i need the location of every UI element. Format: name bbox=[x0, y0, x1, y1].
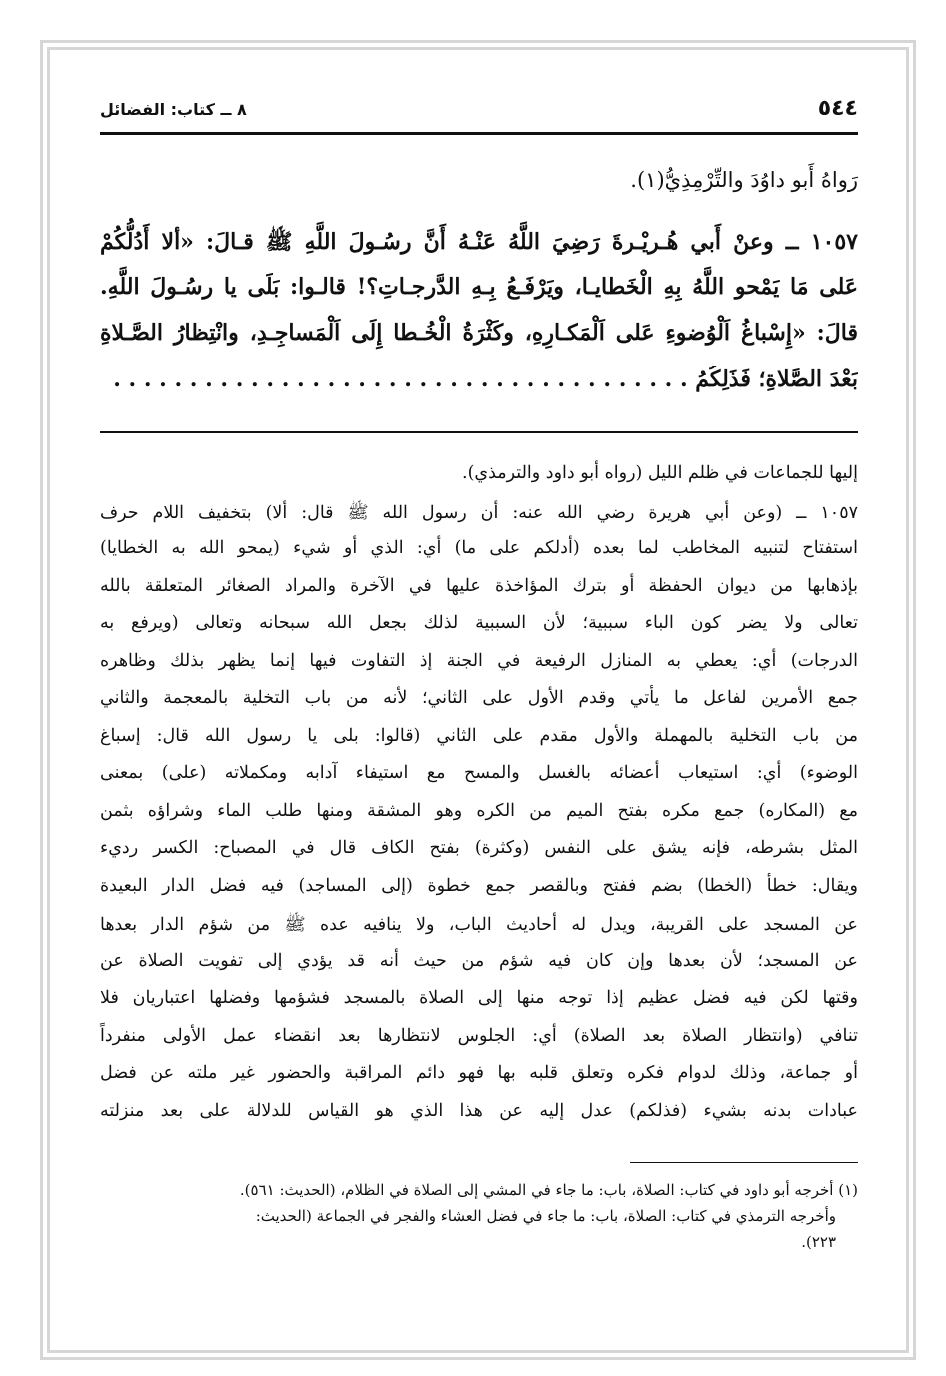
footnote: ٢٢٣). bbox=[801, 1233, 836, 1251]
hadith-line: عَلى مَا يَمْحو اللَّهُ بِهِ الْخَطايـا، ويَرْفَـعُ بِـهِ الدَّرجـاتِ؟! قالـوا: بَلَى يا رسُـولَ اللَّهِ. bbox=[100, 274, 858, 300]
commentary-line: عن المسجد على القريبة، ويدل له أحاديث الباب، ولا ينافيه عده ﷺ من شؤم الدار بعدها bbox=[100, 915, 858, 935]
commentary-line: وقتها لكن فيه فضل عظيم إذا توجه منها إلى الصلاة بالمسجد فشؤمها وفضلها اعتباريان فلا bbox=[100, 988, 858, 1008]
hadith-line: بَعْدَ الصَّلاةِ؛ فَذَلِكُمُ . . . . . . . . . . . . . . . . . . . . . . . . . . . . . . . . . . . . . . bbox=[113, 366, 858, 392]
commentary-line: الوضوء) أي: استيعاب أعضائه بالغسل والمسح مع استيفاء آدابه ومكملاته (على) بمعنى bbox=[100, 763, 858, 783]
header-rule bbox=[100, 132, 858, 135]
hadith-line: قالَ: «إِسْباغُ اَلْوُضوءِ عَلى اَلْمَكـارِهِ، وكَثْرَةُ الْخُـطا إِلَى اَلْمَساجِـدِ، وانْتِظارُ الصَّـلاةِ bbox=[100, 320, 858, 346]
commentary-line: بإذهابها من ديوان الحفظة أو بترك المؤاخذة عليها في الآخرة والمراد الصغائر المتعلقة بالله bbox=[100, 575, 858, 596]
footnote-rule bbox=[630, 1162, 858, 1163]
commentary-line: مع (المكاره) جمع مكره بفتح الميم من الكره وهو المشقة ومنها طلب الماء وشراؤه بثمن bbox=[100, 800, 858, 821]
page-number: ٥٤٤ bbox=[817, 96, 858, 121]
commentary-line: عبادات بدنه بشيء (فذلكم) عدل إليه عن هذا الذي هو القياس للدلالة على بعد منزلته bbox=[100, 1100, 858, 1121]
section-divider bbox=[100, 431, 858, 433]
commentary-line: المثل بشرطه، فإنه يشق على النفس (وكثرة) بفتح الكاف قال في المصباح: الكسر رديء bbox=[100, 838, 858, 858]
commentary-line: جمع الأمرين لفاعل ما يأتي وقدم الأول على الثاني؛ لأنه من باب التخلية بالمعجمة والثاني bbox=[100, 688, 858, 708]
commentary-line: من باب التخلية بالمهملة والأول مقدم على الثاني (قالوا: بلى يا رسول الله قال: إسباغ bbox=[100, 725, 858, 746]
footnote: (١) أخرجه أبو داود في كتاب: الصلاة، باب: ما جاء في المشي إلى الصلاة في الظلام، (الحديث: ٥٦١). bbox=[239, 1181, 858, 1199]
footnote: وأخرجه الترمذي في كتاب: الصلاة، باب: ما جاء في فضل العشاء والفجر في الجماعة (الحديث: bbox=[255, 1207, 836, 1225]
commentary-line: أو جماعة، وذلك لدوام فكره وتعلق قلبه بها فهو دائم المراقبة والحضور غير ملته عن فضل bbox=[100, 1063, 858, 1083]
hadith-line: ١٠٥٧ ــ وعنْ أَبي هُـريْـرةَ رَضِيَ اللَّهُ عَنْـهُ أَنَّ رسُـولَ اللَّهِ ﷺ قـالَ: «ألا أَدُلُّكُمْ bbox=[100, 229, 858, 255]
narration-end: رَواهُ أَبو داوُدَ والتِّرْمِذِيُّ(١). bbox=[630, 168, 858, 192]
commentary-line: الدرجات) أي: يعطي به المنازل الرفيعة في الجنة إذ التفاوت فيها إنما يظهر بذلك وظاهره bbox=[100, 650, 858, 671]
commentary-line: استفتاح لتنبيه المخاطب لما بعده (أدلكم على ما) أي: الذي أو شيء (يمحو الله به الخطايا) bbox=[100, 538, 858, 558]
commentary-line: عن المسجد؛ لأن بعدها وإن كان فيه شؤم من حيث أنه قد يؤدي إلى تفويت الصلاة عن bbox=[100, 950, 858, 971]
chapter-title: ٨ ــ كتاب: الفضائل bbox=[100, 100, 247, 119]
commentary-line: تنافي (وانتظار الصلاة بعد الصلاة) أي: الجلوس لانتظارها بعد انقضاء عمل الأولى منفرداً bbox=[100, 1025, 858, 1046]
commentary-line: ويقال: خطأ (الخطا) بضم ففتح وبالقصر جمع خطوة (إلى المساجد) فيه فضل الدار البعيدة bbox=[100, 875, 858, 896]
commentary-line: ١٠٥٧ ــ (وعن أبي هريرة رضي الله عنه: أن رسول الله ﷺ قال: ألا) بتخفيف اللام حرف bbox=[100, 502, 858, 523]
commentary-line: تعالى ولا يضر كون الباء سببية؛ لأن السببية لذلك بجعل الله سبحانه وتعالى (ويرفع به bbox=[100, 613, 858, 633]
commentary-line: إليها للجماعات في ظلم الليل (رواه أبو داود والترمذي). bbox=[462, 463, 858, 483]
